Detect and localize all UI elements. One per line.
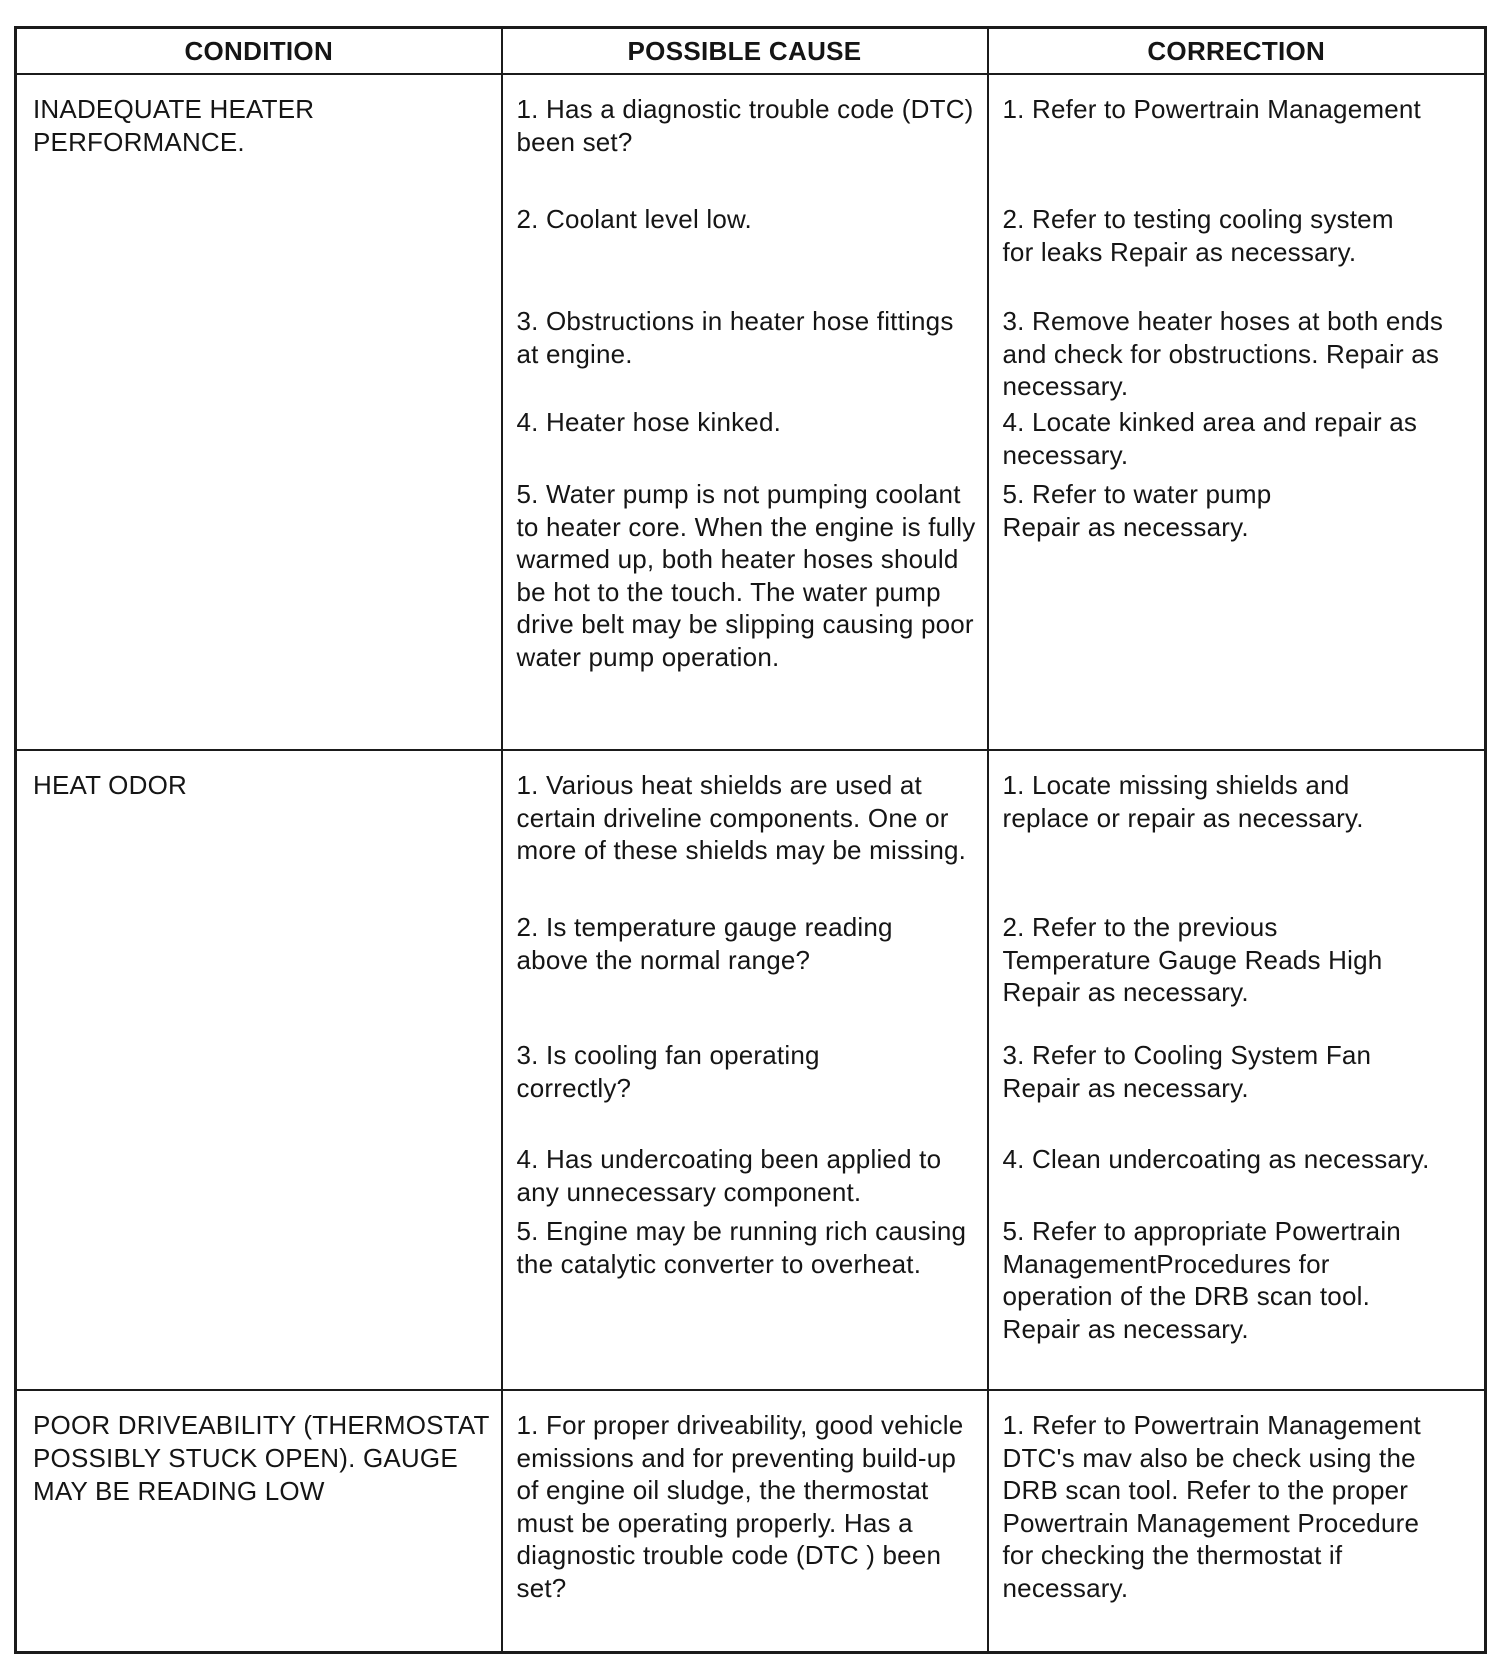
condition-text: INADEQUATE HEATER PERFORMANCE.: [33, 94, 315, 157]
cause-item: 3. Obstructions in heater hose fittings at engine.: [516, 306, 954, 369]
cause-item: 2. Coolant level low.: [516, 204, 752, 234]
correction-item: 4. Locate kinked area and repair as necessary.: [1002, 407, 1418, 470]
header-row: [16, 28, 1486, 75]
cause-item: 1. Has a diagnostic trouble code (DTC) been set?: [516, 94, 974, 157]
header-correction: CORRECTION: [988, 28, 1486, 75]
correction-item: 5. Refer to appropriate Powertrain ManagementProcedures for operation of the DRB scan tool. Repair as necessary.: [1002, 1216, 1401, 1344]
correction-item: 2. Refer to testing cooling system for leaks Repair as necessary.: [1002, 204, 1394, 267]
cause-cell: [502, 1390, 988, 1652]
condition-cell: [16, 750, 502, 1390]
correction-item: 3. Refer to Cooling System Fan Repair as necessary.: [1002, 1040, 1372, 1103]
correction-cell: [988, 750, 1486, 1390]
header-condition: CONDITION: [16, 28, 502, 75]
cause-item: 1. Various heat shields are used at certain driveline components. One or more of these shields may be missing.: [516, 770, 967, 865]
correction-item: 1. Refer to Powertrain Management DTC's mav also be check using the DRB scan tool. Refer to the proper Powertrain Management Procedure for checking the thermostat if necessary.: [1002, 1410, 1421, 1603]
cause-item: 2. Is temperature gauge reading above the normal range?: [516, 912, 893, 975]
condition-cell: [16, 74, 502, 750]
cause-cell: [502, 74, 988, 750]
cause-item: 5. Water pump is not pumping coolant to heater core. When the engine is fully warmed up, both heater hoses should be hot to the touch. The water pump drive belt may be slipping causing poor water pump operation.: [516, 479, 976, 672]
correction-item: 2. Refer to the previous Temperature Gauge Reads High Repair as necessary.: [1002, 912, 1383, 1007]
condition-text: POOR DRIVEABILITY (THERMOSTAT POSSIBLY STUCK OPEN). GAUGE MAY BE READING LOW: [33, 1410, 490, 1506]
correction-item: 4. Clean undercoating as necessary.: [1002, 1144, 1430, 1174]
cause-item: 1. For proper driveability, good vehicle emissions and for preventing build-up of engine oil sludge, the thermostat must be operating properly. Has a diagnostic trouble code (DTC ) been set?: [516, 1410, 964, 1603]
header-possible-cause: POSSIBLE CAUSE: [502, 28, 988, 75]
cause-item: 3. Is cooling fan operating correctly?: [516, 1040, 820, 1103]
table-row: [16, 750, 1486, 1390]
correction-cell: [988, 74, 1486, 750]
correction-item: 1. Locate missing shields and replace or repair as necessary.: [1002, 770, 1364, 833]
correction-item: 3. Remove heater hoses at both ends and check for obstructions. Repair as necessary.: [1002, 306, 1444, 401]
condition-cell: [16, 1390, 502, 1652]
table-row: [16, 1390, 1486, 1652]
cause-item: 4. Heater hose kinked.: [516, 407, 782, 437]
cause-cell: [502, 750, 988, 1390]
diagnosis-table: [14, 26, 1487, 1654]
correction-item: 5. Refer to water pump Repair as necessary.: [1002, 479, 1272, 542]
cause-item: 4. Has undercoating been applied to any unnecessary component.: [516, 1144, 942, 1207]
condition-text: HEAT ODOR: [33, 770, 187, 800]
cause-item: 5. Engine may be running rich causing the catalytic converter to overheat.: [516, 1216, 967, 1279]
correction-cell: [988, 1390, 1486, 1652]
correction-item: 1. Refer to Powertrain Management: [1002, 94, 1421, 124]
table-row: [16, 74, 1486, 750]
